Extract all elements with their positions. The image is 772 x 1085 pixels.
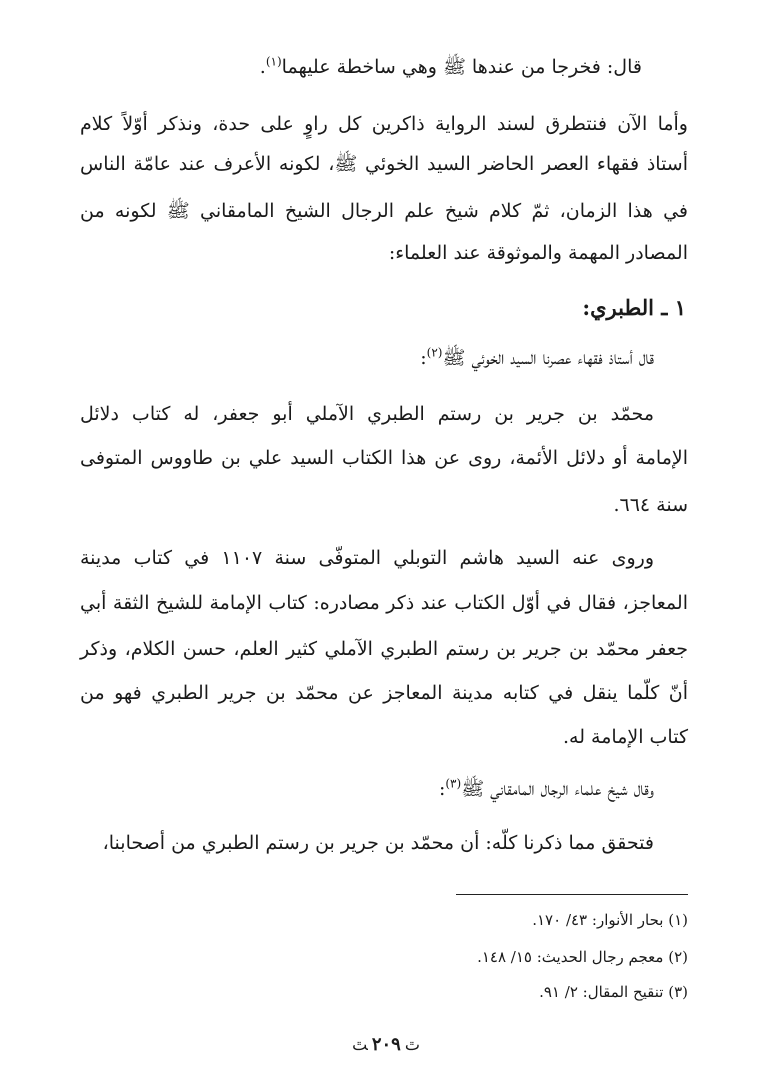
footnote-2: (٢) معجم رجال الحديث: ١٥/ ١٤٨.: [477, 948, 688, 966]
paragraph-line-12: جعفر محمّد بن جرير بن رستم الطبري الآملي كثير العلم، حسن الكلام، وذكر: [80, 638, 688, 660]
intro-text: قال أستاذ فقهاء عصرنا السيد الخوئي ﷺ: [442, 347, 654, 369]
colon: :: [420, 347, 427, 369]
paragraph-line-6: [80, 345, 654, 369]
ornament-left-icon: ﭣ: [352, 1035, 368, 1054]
paragraph-line-11: المعاجز، فقال في أوّل الكتاب عند ذكر مصادره: كتاب الإمامة للشيخ الثقة أبي: [80, 592, 688, 614]
paragraph-line-8: الإمامة أو دلائل الأئمة، روى عن هذا الكتاب السيد علي بن طاووس المتوفى: [80, 447, 688, 469]
quote-text: قال: فخرجا من عندها ﷺ وهي ساخطة عليهما: [281, 56, 642, 78]
section-heading: ١ ـ الطبري:: [582, 295, 686, 320]
paragraph-line-4: في هذا الزمان، ثمّ كلام شيخ علم الرجال الشيخ المامقاني ﷺ لكونه من: [80, 200, 688, 222]
period: .: [259, 56, 266, 78]
paragraph-line-14: كتاب الإمامة له.: [563, 726, 688, 748]
footnote-3: (٣) تنقيح المقال: ٢/ ٩١.: [539, 983, 688, 1001]
colon: :: [438, 778, 446, 800]
page-number: [326, 1034, 446, 1055]
footnote-ref-2: (٢): [426, 345, 443, 360]
footnote-ref-1: (١): [265, 54, 282, 69]
paragraph-line-7: محمّد بن جرير بن رستم الطبري الآملي أبو جعفر، له كتاب دلائل: [80, 403, 654, 425]
ornament-right-icon: ﭢ: [404, 1035, 420, 1054]
intro-text: وقال شيخ علماء الرجال المامقاني ﷺ: [461, 778, 654, 800]
paragraph-line-1: [122, 54, 642, 78]
paragraph-line-13: أنّ كلّما ينقل في كتابه مدينة المعاجز عن محمّد بن جرير الطبري فهو من: [80, 682, 688, 704]
paragraph-line-3: أستاذ فقهاء العصر الحاضر السيد الخوئي ﷺ، لكونه الأعرف عند عامّة الناس: [80, 153, 688, 175]
paragraph-line-5: المصادر المهمة والموثوقة عند العلماء:: [388, 242, 688, 264]
paragraph-line-9: سنة ٦٦٤.: [613, 494, 688, 516]
footnote-divider: [456, 894, 688, 895]
footnote-ref-3: (٣): [445, 776, 462, 791]
paragraph-line-16: فتحقق مما ذكرنا كلّه: أن محمّد بن جرير بن رستم الطبري من أصحابنا،: [102, 832, 654, 854]
page-number-text: ٢٠٩: [371, 1034, 401, 1055]
paragraph-line-15: [80, 776, 654, 800]
footnote-1: (١) بحار الأنوار: ٤٣/ ١٧٠.: [532, 911, 688, 929]
paragraph-line-10: وروى عنه السيد هاشم التوبلي المتوفّى سنة ١١٠٧ في كتاب مدينة: [80, 547, 654, 569]
paragraph-line-2: وأما الآن فنتطرق لسند الرواية ذاكرين كل راوٍ على حدة، ونذكر أوّلاً كلام: [80, 113, 688, 135]
